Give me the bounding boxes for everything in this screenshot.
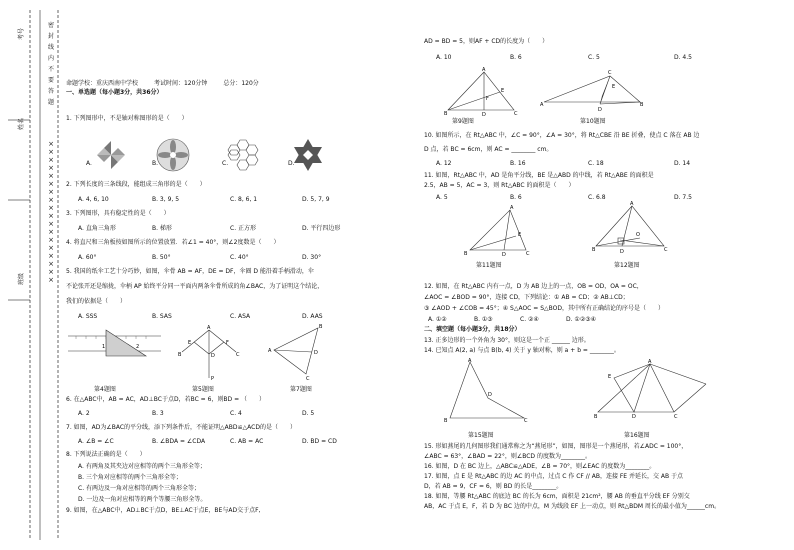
q9-option-b[interactable]: B. 6	[510, 54, 522, 61]
section1-title: 一、单选题（每小题3分，共36分）	[66, 89, 163, 96]
header-school: 命题学校：重庆西南中学校	[66, 80, 139, 87]
q3-option-a[interactable]: A. 直角三角形	[78, 225, 116, 232]
q10-label-c: C	[608, 70, 612, 76]
q12-option-d[interactable]: D. ①②③④	[566, 316, 596, 323]
q9-label-f: F	[486, 96, 489, 102]
q5-label-p: P	[211, 376, 215, 382]
q3-text: 3. 下列图形，具有稳定性的是（ ）	[66, 210, 170, 217]
q5-label-c: C	[236, 352, 240, 358]
q5-label-d: D	[211, 353, 215, 359]
left-column	[66, 0, 396, 550]
q11-label-b: B	[464, 251, 468, 257]
binding-label-no: 考号	[18, 27, 25, 40]
q8-item-a[interactable]: A. 有两角及其夹边对应相等的两个三角形全等；	[78, 463, 206, 470]
q5-label-a: A	[207, 325, 211, 331]
q17-line1: 17. 如图，点 E 是 Rt△ABC 的边 AC 的中点，过点 C 作 CF // AB，连接 FE 并延长，交 AB 于点	[424, 473, 684, 480]
header-score: 总分：120分	[223, 80, 259, 87]
q12-triangle-figure	[592, 200, 672, 256]
q1-option-c[interactable]: C.	[222, 160, 229, 167]
q12-label-c: C	[664, 247, 668, 253]
q16-label-b: B	[594, 414, 598, 420]
q11-label-d: D	[502, 252, 506, 258]
q3-option-c[interactable]: C. 正方形	[230, 225, 257, 232]
right-column	[424, 0, 784, 550]
q14-text: 14. 已知点 A(2, a) 与点 B(b, 4) 关于 y 轴对称，则 a + b = ________。	[424, 347, 620, 354]
q11-label-c: C	[526, 251, 530, 257]
q1-option-b[interactable]: B.	[152, 160, 159, 167]
q4-label-2: 2	[136, 344, 140, 350]
q1-option-d[interactable]: D.	[288, 160, 295, 167]
q15-line2: ∠ABC = 63°，∠BAD = 22°，则∠BCD 的度数为________。	[424, 453, 591, 460]
q15-label-d: D	[488, 392, 492, 398]
q15-dart-figure	[444, 358, 534, 428]
q7-option-a[interactable]: A. ∠B = ∠C	[78, 438, 114, 445]
q7-label-d: D	[314, 350, 318, 356]
q7-text: 7. 如图，AD为∠BAC的平分线，添下列条件后，不能证明△ABD≌△ACD的是（ ）	[66, 424, 296, 431]
q5-option-a[interactable]: A. SSS	[78, 313, 98, 320]
q5-label-f: F	[226, 340, 229, 346]
q12-label-b: B	[592, 247, 596, 253]
q7-kite-figure	[266, 322, 336, 382]
q7-label-b: B	[319, 324, 323, 330]
q16-label-e: E	[608, 374, 612, 380]
exam-header	[66, 80, 259, 88]
q15-label-c: C	[524, 418, 528, 424]
pinwheel-figure	[96, 140, 126, 170]
section2-title: 二、填空题（每小题3分，共18分）	[424, 326, 521, 333]
q12-label-a: A	[630, 201, 634, 207]
figcap-q11: 第11题图	[476, 262, 502, 269]
q16-label-d: D	[632, 414, 636, 420]
q2-text: 2. 下列长度的三条线段，能组成三角形的是（ ）	[66, 181, 206, 188]
flower-figure	[156, 138, 190, 172]
q4-option-a[interactable]: A. 60°	[78, 254, 97, 261]
binding-margin	[0, 0, 62, 550]
q2-option-b[interactable]: B. 3, 9, 5	[152, 196, 180, 203]
q12-line3: ③ ∠AOD + ∠COB = 45°；④ S△AOC = S△BOD，其中所有正确结论的序号是（ ）	[424, 305, 664, 312]
q2-option-c[interactable]: C. 8, 6, 1	[230, 196, 258, 203]
q5-umbrella-figure	[174, 326, 244, 382]
q17-line2: D，若 AB = 9，CF = 6，则 BD 的长是________。	[424, 483, 563, 490]
q10-option-b[interactable]: B. 16	[510, 160, 526, 167]
figcap-q4: 第4题图	[94, 386, 116, 393]
q8-item-c[interactable]: C. 有两边及一角对应相等的两个三角形全等；	[78, 485, 201, 492]
q5-line1: 5. 我国的纸伞工艺十分巧妙，如图，伞骨 AB = AF，DE = DF，伞圈 D 能沿着手柄滑动，伞	[66, 268, 314, 275]
figcap-q7: 第7题图	[290, 386, 312, 393]
q1-text: 1. 下列图形中，不是轴对称图形的是（ ）	[66, 115, 188, 122]
q6-option-c[interactable]: C. 4	[230, 410, 242, 417]
q12-line1: 12. 如图，在 Rt△ABC 内有一点，D 为 AB 边上的一点，OB = OD，OA = OC，	[424, 283, 643, 290]
q6-option-b[interactable]: B. 3	[152, 410, 164, 417]
q5-label-e: E	[188, 340, 192, 346]
q8-text: 8. 下列说法正确的是（ ）	[66, 451, 146, 458]
q2-option-d[interactable]: D. 5, 7, 9	[302, 196, 330, 203]
q10-option-d[interactable]: D. 14	[674, 160, 691, 167]
q2-option-a[interactable]: A. 4, 6, 10	[78, 196, 109, 203]
q12-option-a[interactable]: A. ①②	[428, 316, 447, 323]
figcap-q15: 第15题图	[468, 432, 494, 439]
q12-label-d: D	[620, 249, 624, 255]
q11-label-e: E	[518, 232, 522, 238]
q11-option-c[interactable]: C. 6.8	[588, 194, 606, 201]
q4-label-1: 1	[102, 344, 106, 350]
q10-option-a[interactable]: A. 12	[436, 160, 452, 167]
binding-label-name: 姓名	[18, 117, 25, 130]
header-time: 考试时间：120分钟	[153, 80, 208, 87]
figcap-q10: 第10题图	[580, 118, 606, 125]
q5-option-b[interactable]: B. SAS	[152, 313, 172, 320]
q13-text: 13. 正多边形的一个外角为 30°，则这是一个正 ______ 边形。	[424, 337, 590, 344]
q15-label-a: A	[468, 358, 472, 364]
q9-label-a: A	[482, 67, 486, 73]
q7-label-c: C	[306, 376, 310, 382]
q9-option-a[interactable]: A. 10	[436, 54, 452, 61]
q15-label-b: B	[444, 418, 448, 424]
q8-item-b[interactable]: B. 三个角对应相等的两个三角形全等；	[78, 474, 182, 481]
q4-option-d[interactable]: D. 30°	[302, 254, 322, 261]
q10-line1: 10. 如图所示，在 Rt△ABC 中，∠C = 90°，∠A = 30°，将 Rt△CBE 沿 BE 折叠，使点 C 落在 AB 边	[424, 132, 700, 139]
q11-option-b[interactable]: B. 6	[510, 194, 522, 201]
q12-option-c[interactable]: C. ②④	[520, 316, 539, 323]
q4-text: 4. 将直尺和三角板按如图所示的位置放置．若∠1 = 40°，则∠2度数是（ ）	[66, 239, 280, 246]
q9-option-d[interactable]: D. 4.5	[674, 54, 692, 61]
q9-triangle-figure	[444, 66, 524, 116]
q6-text: 6. 在△ABC中，AB = AC，AD⊥BC于点D，若BC = 6，则BD = （ ）	[66, 396, 266, 403]
hexagons-figure	[228, 138, 264, 172]
seal-cross-marks: × × × × × × × × × × × × × × × × × ×	[48, 140, 54, 284]
q12-line2: ∠AOC = ∠BOD = 90°，连接 CD，下列结论：① AB = CD；② AB⊥CD；	[424, 294, 629, 301]
q6-option-a[interactable]: A. 2	[78, 410, 90, 417]
q12-option-b[interactable]: B. ①③	[474, 316, 493, 323]
figcap-q9: 第9题图	[452, 118, 474, 125]
q18-line1: 18. 如图，等腰 Rt△ABC 的底边 BC 的长为 6cm，面积是 21cm²，腰 AB 的垂直平分线 EF 分别交	[424, 493, 690, 500]
q7-option-c[interactable]: C. AB = AC	[230, 438, 264, 445]
q16-triangles-figure	[594, 360, 714, 426]
q10-label-b: B	[640, 102, 644, 108]
q10-triangle-figure	[540, 66, 650, 116]
q11-triangle-figure	[464, 206, 534, 256]
q16-label-a: A	[648, 359, 652, 365]
q7-label-a: A	[268, 348, 272, 354]
q5-label-b: B	[178, 352, 182, 358]
q9-option-c[interactable]: C. 5	[588, 54, 600, 61]
q11-label-a: A	[510, 205, 514, 211]
q9-label-b: B	[444, 111, 448, 117]
q10-label-d: D	[598, 107, 602, 113]
q10-line2: D 点，若 BC = 6cm，则 AC = ________ cm。	[424, 146, 553, 153]
q9b-text: AD = BD = 5，则AF + CD的长度为（ ）	[424, 38, 549, 45]
q3-option-b[interactable]: B. 梯形	[152, 225, 172, 232]
q5-line2: 不论张开还是缩拢，伞柄 AP 始终平分同一平面内两条伞骨所成的角∠BAC，为了证明这个结论，	[66, 283, 324, 290]
q8-item-d[interactable]: D. 一边及一角对应相等的两个等腰三角形全等。	[78, 496, 207, 503]
q11-option-d[interactable]: D. 7.5	[674, 194, 692, 201]
q9-label-c: C	[514, 111, 518, 117]
binding-label-class: 班级	[18, 272, 25, 285]
q5-option-c[interactable]: C. ASA	[230, 313, 251, 320]
q18-line2: AB，AC 于点 E，F，若 D 为 BC 边的中点，M 为线段 EF 上一动点，则 Rt△BDM 周长的最小值为______cm。	[424, 503, 721, 510]
q6-option-d[interactable]: D. 5	[302, 410, 315, 417]
q10-label-a: A	[540, 102, 544, 108]
q7-option-b[interactable]: B. ∠BDA = ∠CDA	[152, 438, 206, 445]
q10-label-e: E	[612, 84, 616, 90]
q5-line3: 我们的依据是（ ）	[66, 298, 127, 305]
figcap-q5: 第5题图	[192, 386, 214, 393]
q9-label-e: E	[501, 88, 505, 94]
q3-option-d[interactable]: D. 平行四边形	[302, 225, 341, 232]
q11-option-a[interactable]: A. 5	[436, 194, 448, 201]
figcap-q12: 第12题图	[614, 262, 640, 269]
q9-text: 9. 如图，在△ABC中，AD⊥BC于点D，BE⊥AC于点E，BE与AD交于点F,	[66, 507, 261, 514]
star-figure	[292, 138, 324, 172]
q10-option-c[interactable]: C. 18	[588, 160, 604, 167]
q11-line1: 11. 如图，Rt△ABC 中，AD 是角平分线，BE 是△ABD 的中线，若 Rt△ABE 的面积是	[424, 172, 654, 179]
q1-option-a[interactable]: A.	[86, 160, 92, 167]
q5-option-d[interactable]: D. AAS	[302, 313, 323, 320]
q16-label-c: C	[674, 414, 678, 420]
figcap-q16: 第16题图	[624, 432, 650, 439]
q7-option-d[interactable]: D. BD = CD	[302, 438, 337, 445]
seal-text: 密封线内不要答题	[47, 22, 54, 106]
q9-label-d: D	[482, 112, 486, 118]
q15-line1: 15. 形如燕尾的几何图形我们通常称之为“燕尾形”，如图，图形是一个燕尾形，若∠ADC = 100°，	[424, 443, 688, 450]
q16-text: 16. 如图，D 在 BC 边上，△ABC≌△ADE，∠B = 70°，则∠EAC 的度数为________。	[424, 463, 656, 470]
q4-option-c[interactable]: C. 40°	[230, 254, 249, 261]
q12-label-o: O	[636, 232, 640, 238]
q11-line2: 2.5，AB = 5，AC = 3，则 Rt△ABC 的面积是（ ）	[424, 182, 575, 189]
q4-ruler-figure	[66, 326, 166, 376]
q4-option-b[interactable]: B. 50°	[152, 254, 171, 261]
